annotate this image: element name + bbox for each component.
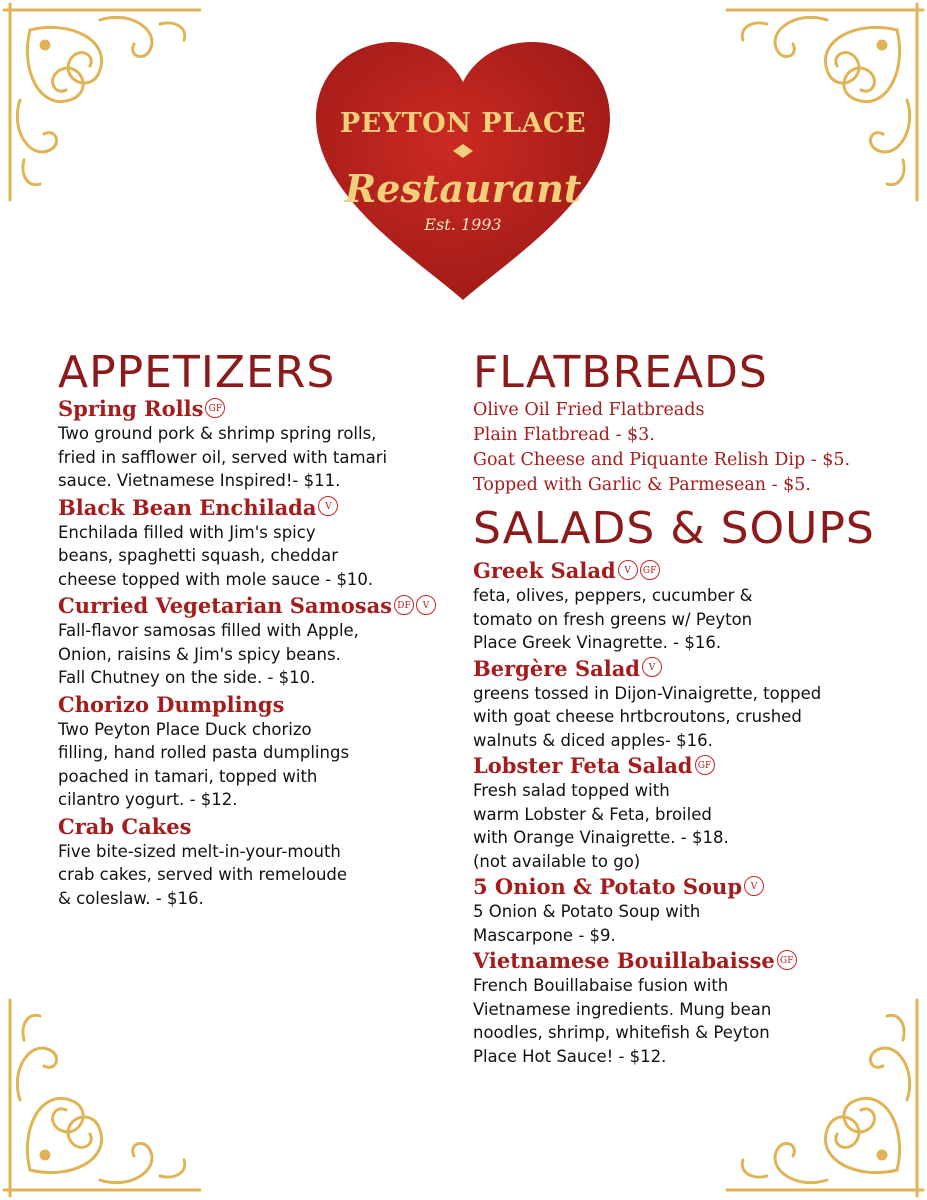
menu-item-title: Vietnamese Bouillabaisse: [473, 948, 775, 973]
menu-item-name: [58, 495, 458, 521]
logo-established: Est. 1993: [424, 215, 502, 234]
menu-item: [58, 396, 458, 493]
description-line: Five bite-sized melt-in-your-mouth: [58, 841, 341, 861]
menu-item-title: Chorizo Dumplings: [58, 691, 285, 717]
flourish-icon: [712, 0, 927, 215]
menu-item-title: Crab Cakes: [58, 813, 192, 839]
restaurant-logo: [312, 38, 614, 302]
menu-item-description: [473, 974, 913, 1068]
description-line: Mascarpone - $9.: [473, 925, 616, 945]
description-line: cheese topped with mole sauce - $10.: [58, 569, 374, 589]
menu-item-description: [473, 779, 913, 873]
menu-item-title: Curried Vegetarian Samosas: [58, 593, 393, 618]
logo-name: PEYTON PLACE: [339, 108, 587, 139]
appetizers-title: APPETIZERS: [58, 347, 336, 398]
flatbreads-section: [473, 347, 913, 498]
description-line: French Bouillabaise fusion with: [473, 976, 729, 995]
menu-item: [58, 593, 458, 690]
description-line: 5 Onion & Potato Soup with: [473, 902, 701, 921]
corner-ornament-bottom-left: [0, 985, 215, 1200]
description-line: tomato on fresh greens w/ Peyton: [473, 609, 753, 629]
description-line: sauce. Vietnamese Inspired!- $11.: [58, 471, 341, 490]
menu-item: [473, 753, 913, 873]
salads-title: SALADS & SOUPS: [473, 503, 875, 554]
menu-item-name: [473, 753, 913, 779]
dietary-badge-v: V: [618, 560, 638, 580]
description-line: feta, olives, peppers, cucumber &: [473, 586, 753, 605]
description-line: Fall Chutney on the side. - $10.: [58, 668, 316, 687]
description-line: (not available to go): [473, 851, 641, 871]
description-line: Two Peyton Place Duck chorizo: [58, 719, 312, 739]
salads-list: [473, 558, 913, 1068]
menu-item-description: [473, 584, 913, 655]
description-line: fried in safflower oil, served with tamari: [58, 447, 388, 467]
description-line: Enchilada filled with Jim's spicy: [58, 522, 316, 542]
dietary-badge-v: V: [642, 657, 662, 677]
logo-script: Restaurant: [344, 166, 582, 211]
corner-ornament-top-right: [712, 0, 927, 215]
description-line: & coleslaw. - $16.: [58, 888, 204, 908]
menu-item-description: [58, 521, 458, 592]
menu-item-name: [58, 396, 458, 422]
dietary-badge-v: V: [318, 496, 338, 516]
menu-item-description: [473, 900, 913, 947]
description-line: Place Hot Sauce! - $12.: [473, 1046, 667, 1066]
menu-item-description: [58, 619, 458, 690]
description-line: with goat cheese hrtbcroutons, crushed: [473, 707, 802, 726]
description-line: walnuts & diced apples- $16.: [473, 730, 713, 750]
salads-section: [473, 503, 913, 1068]
menu-item: [58, 495, 458, 592]
description-line: cilantro yogurt. - $12.: [58, 790, 238, 809]
description-line: warm Lobster & Feta, broiled: [473, 804, 712, 824]
right-column: [473, 347, 913, 1068]
menu-item-name: [473, 948, 913, 974]
description-line: Fall-flavor samosas filled with Apple,: [58, 621, 359, 640]
description-line: filling, hand rolled pasta dumplings: [58, 743, 350, 762]
description-line: Vietnamese ingredients. Mung bean: [473, 999, 772, 1019]
description-line: beans, spaghetti squash, cheddar: [58, 546, 339, 565]
menu-item-title: Lobster Feta Salad: [473, 753, 693, 778]
description-line: Place Greek Vinagrette. - $16.: [473, 633, 722, 652]
menu-item-description: [58, 718, 458, 812]
menu-item-title: Black Bean Enchilada: [58, 494, 317, 520]
flourish-icon: [0, 0, 215, 215]
menu-item-name: [473, 656, 913, 682]
appetizers-list: [58, 396, 458, 910]
menu-item-description: [58, 422, 458, 493]
menu-item-name: [58, 593, 458, 619]
dietary-badge-gf: GF: [640, 560, 660, 580]
menu-item-description: [473, 682, 913, 753]
dietary-badge-v: V: [744, 876, 764, 896]
dietary-badge-gf: GF: [777, 950, 797, 970]
corner-ornament-top-left: [0, 0, 215, 215]
flatbreads-list: [473, 398, 913, 498]
menu-item-description: [58, 840, 458, 911]
diamond-icon: [453, 144, 473, 158]
menu-item: [473, 948, 913, 1068]
flatbread-line: Plain Flatbread - $3.: [473, 425, 655, 445]
description-line: with Orange Vinaigrette. - $18.: [473, 828, 729, 847]
menu-item: [473, 874, 913, 947]
description-line: crab cakes, served with remeloude: [58, 865, 348, 884]
dietary-badge-v: V: [416, 595, 436, 615]
description-line: noodles, shrimp, whitefish & Peyton: [473, 1023, 770, 1042]
dietary-badge-gf: GF: [205, 398, 225, 418]
flatbread-line: Topped with Garlic & Parmesean - $5.: [473, 475, 811, 495]
dietary-badge-df: DF: [394, 595, 414, 615]
menu-item-name: [58, 814, 458, 840]
menu-item-name: [58, 692, 458, 718]
description-line: greens tossed in Dijon-Vinaigrette, topped: [473, 683, 822, 703]
description-line: Fresh salad topped with: [473, 781, 670, 800]
menu-item: [473, 656, 913, 753]
description-line: Two ground pork & shrimp spring rolls,: [58, 424, 377, 443]
description-line: poached in tamari, topped with: [58, 766, 318, 786]
flatbreads-title: FLATBREADS: [473, 347, 768, 398]
description-line: Onion, raisins & Jim's spicy beans.: [58, 644, 341, 664]
menu-item-title: 5 Onion & Potato Soup: [473, 874, 743, 899]
menu-item-name: [473, 874, 913, 900]
menu-item-title: Greek Salad: [473, 558, 616, 583]
menu-item: [58, 692, 458, 812]
flatbread-line: Goat Cheese and Piquante Relish Dip - $5.: [473, 450, 851, 470]
menu-item: [58, 814, 458, 911]
appetizers-section: [58, 347, 458, 910]
menu-item-name: [473, 558, 913, 584]
flatbread-line: Olive Oil Fried Flatbreads: [473, 400, 705, 420]
flourish-icon: [0, 985, 215, 1200]
menu-item-title: Bergère Salad: [473, 655, 640, 681]
menu-item-title: Spring Rolls: [58, 396, 204, 421]
dietary-badge-gf: GF: [695, 755, 715, 775]
menu-item: [473, 558, 913, 655]
